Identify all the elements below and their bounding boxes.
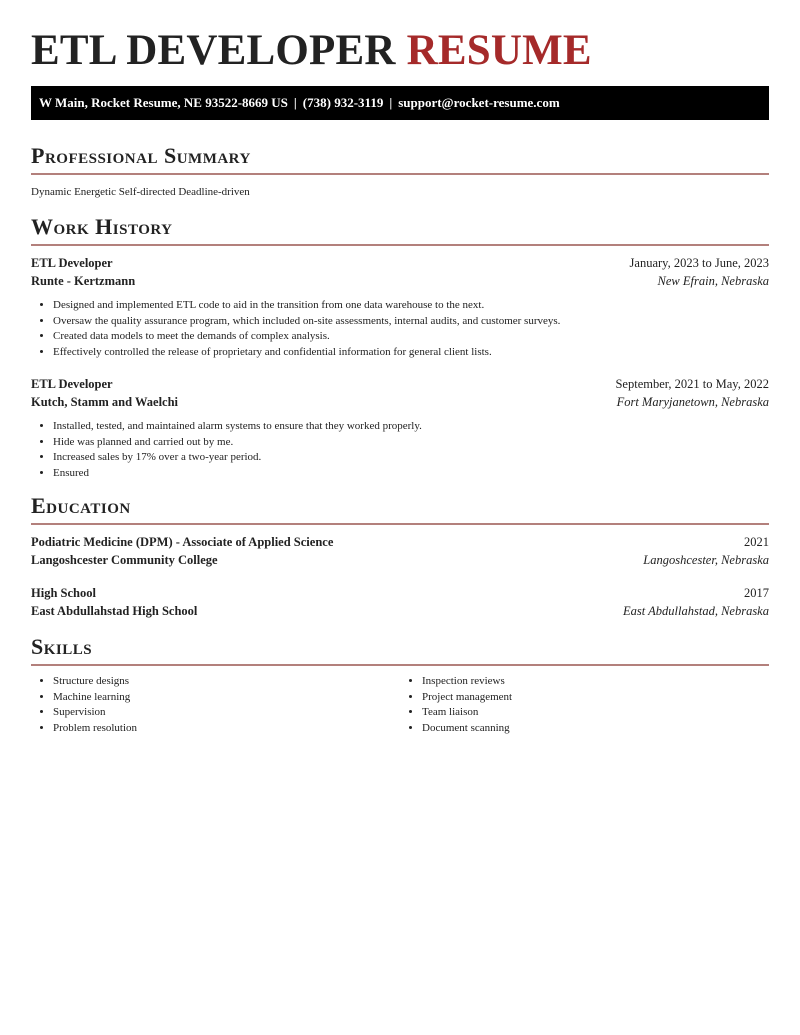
section-heading-skills: Skills — [31, 634, 93, 659]
job-title: ETL Developer — [31, 256, 113, 270]
job-bullet: • Hide was planned and carried out by me. — [53, 435, 769, 451]
contact-separator: | — [389, 95, 393, 110]
skill-item: • Document scanning — [422, 721, 769, 737]
job-location: New Efrain, Nebraska — [657, 274, 769, 288]
job-bullet: • Ensured — [53, 466, 769, 482]
skill-item: • Supervision — [53, 705, 400, 721]
education-year: 2021 — [744, 535, 769, 549]
education-location: East Abdullahstad, Nebraska — [623, 604, 769, 618]
skill-item: • Inspection reviews — [422, 674, 769, 690]
job-entry — [31, 375, 769, 481]
job-location: Fort Maryjanetown, Nebraska — [616, 395, 769, 409]
skill-item: • Project management — [422, 690, 769, 706]
skills-section — [31, 634, 769, 736]
skill-item: • Structure designs — [53, 674, 400, 690]
contact-phone[interactable]: (738) 932-3119 — [302, 95, 384, 110]
section-divider — [31, 244, 769, 246]
title-accent: RESUME — [406, 27, 592, 74]
job-bullets — [31, 298, 769, 360]
title-main: ETL DEVELOPER — [31, 27, 396, 74]
skills-list-right — [400, 674, 769, 736]
job-bullet: • Effectively controlled the release of proprietary and confidential information for general client lists. — [53, 345, 769, 361]
job-bullet: • Increased sales by 17% over a two-year period. — [53, 450, 769, 466]
section-heading-education: Education — [31, 493, 131, 518]
job-company: Kutch, Stamm and Waelchi — [31, 395, 179, 409]
job-title: ETL Developer — [31, 377, 113, 391]
job-entry — [31, 254, 769, 360]
job-company: Runte - Kertzmann — [31, 274, 136, 288]
contact-email[interactable]: support@rocket-resume.com — [398, 95, 560, 110]
work-history-section — [31, 214, 769, 481]
contact-separator: | — [293, 95, 297, 110]
job-bullet: • Designed and implemented ETL code to aid in the transition from one data warehouse to the next. — [53, 298, 769, 314]
education-location: Langoshcester, Nebraska — [643, 553, 769, 567]
summary-text: Dynamic Energetic Self-directed Deadline-driven — [31, 186, 250, 198]
job-dates: January, 2023 to June, 2023 — [629, 256, 769, 270]
section-divider — [31, 523, 769, 525]
skills-list-left — [31, 674, 400, 736]
education-year: 2017 — [744, 586, 769, 600]
section-divider — [31, 173, 769, 175]
section-heading-work-history: Work History — [31, 214, 173, 239]
contact-address: W Main, Rocket Resume, NE 93522-8669 US — [39, 95, 288, 110]
education-degree: High School — [31, 586, 96, 600]
section-heading-summary: Professional Summary — [31, 143, 251, 168]
skills-grid — [31, 666, 769, 736]
education-entry — [31, 533, 769, 569]
contact-bar — [31, 86, 769, 120]
summary-section — [31, 143, 769, 199]
skill-item: • Machine learning — [53, 690, 400, 706]
education-section — [31, 493, 769, 620]
job-bullet: • Created data models to meet the demands of complex analysis. — [53, 329, 769, 345]
education-entry — [31, 584, 769, 620]
skill-item: • Team liaison — [422, 705, 769, 721]
job-dates: September, 2021 to May, 2022 — [615, 377, 769, 391]
skill-item: • Problem resolution — [53, 721, 400, 737]
education-school: Langoshcester Community College — [31, 553, 218, 567]
job-bullets — [31, 419, 769, 481]
education-school: East Abdullahstad High School — [31, 604, 198, 618]
job-bullet: • Oversaw the quality assurance program, which included on-site assessments, internal audits, and customer surveys. — [53, 314, 769, 330]
resume-title — [31, 0, 769, 74]
job-bullet: • Installed, tested, and maintained alarm systems to ensure that they worked properly. — [53, 419, 769, 435]
education-degree: Podiatric Medicine (DPM) - Associate of Applied Science — [31, 535, 334, 549]
